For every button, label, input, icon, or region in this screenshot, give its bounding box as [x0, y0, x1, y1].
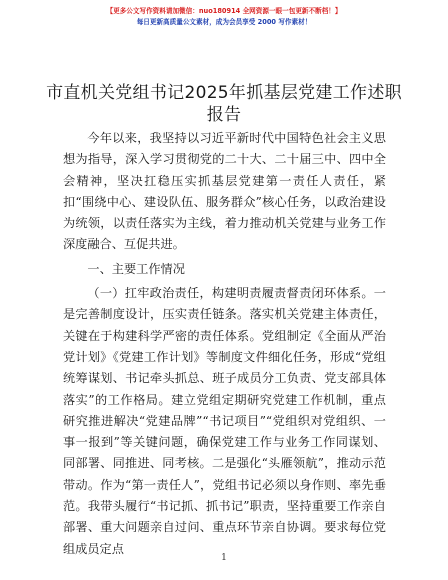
body-paragraph: （一）扛牢政治责任，构建明责履责督责闭环体系。一是完善制度设计，压实责任链条。落实机关党建主体责任，关键在于构建科学严密的责任体系。党组制定《全面从严治党计划》《党建工作计划》等制度文件细化任务，形成“党组统筹谋划、书记牵头抓总、班子成员分工负责、党支部具体落实”的工作格局。建立党组定期研究党建工作机制，重点研究推进解决“党建品牌”“书记项目”“党组织对党组织、一事一报到”等关键问题，确保党建工作与业务工作同谋划、同部署、同推进、同考核。二是强化“头雁领航”，推动示范带动。作为“第一责任人”，党组书记必须以身作则、率先垂范。我带头履行“书记抓、抓书记”职责，坚持重要工作亲自部署、重大问题亲自过问、重点环节亲自协调。要求每位党组成员定点	[63, 286, 386, 556]
document-body	[63, 128, 386, 560]
title-line-2: 报告	[206, 105, 242, 125]
page-number: 1	[221, 553, 227, 563]
promo-line-1: 【更多公文写作资料请加微信：nuo180914 全网资源一眼一包更新不断档！】	[106, 7, 342, 15]
title-line-1: 市直机关党组书记2025年抓基层党建工作述职	[46, 83, 402, 103]
promo-banner	[0, 6, 448, 28]
promo-line-2: 每日更新高质量公文素材，成为会员享受 2000 写作素材！	[136, 18, 312, 26]
intro-paragraph: 今年以来，我坚持以习近平新时代中国特色社会主义思想为指导，深入学习贯彻党的二十大、二十届三中、四中全会精神，坚决扛稳压实抓基层党建第一责任人责任，紧扣“围绕中心、建设队伍、服务群众”核心任务，以政治建设为统领，以责任落实为主线，着力推动机关党建与业务工作深度融合、互促共进。	[63, 131, 386, 252]
document-title	[40, 82, 408, 126]
section-heading: 一、主要工作情况	[87, 261, 185, 276]
